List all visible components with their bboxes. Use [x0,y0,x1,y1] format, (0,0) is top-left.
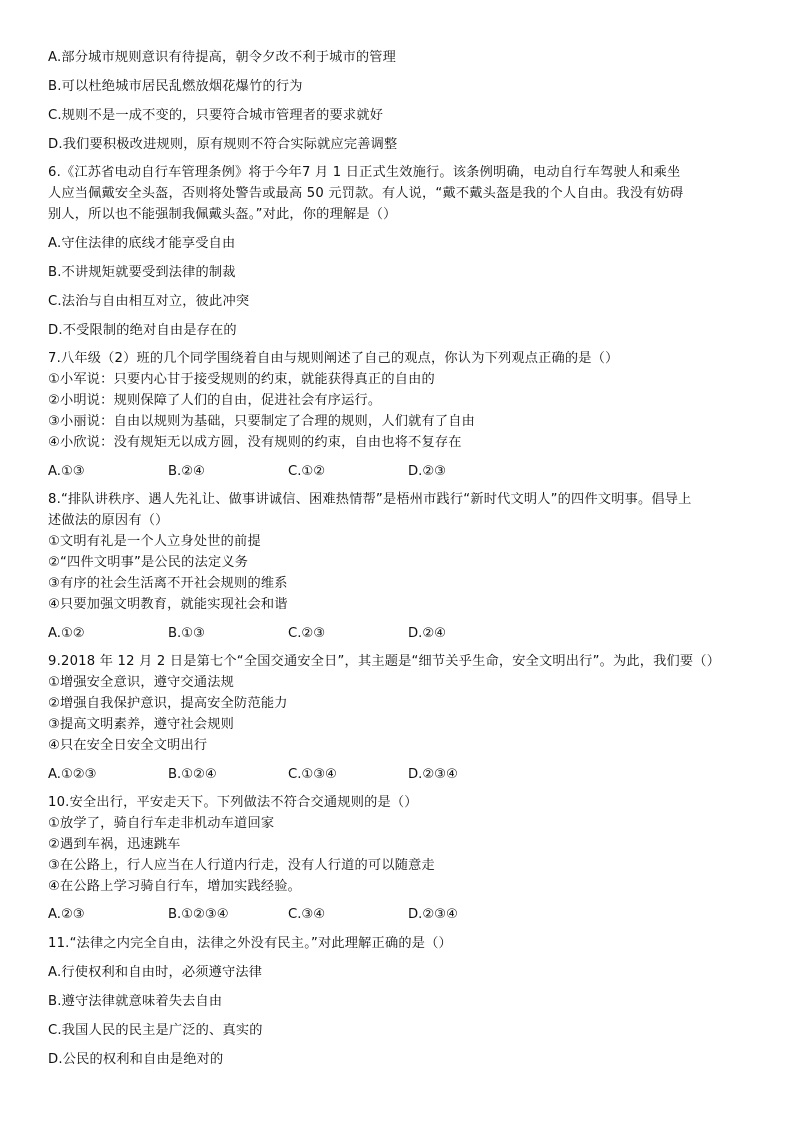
q8-option-c: C.②③ [288,626,326,641]
q9-statement-2: ②增强自我保护意识，提高安全防范能力 [48,696,288,711]
q10-stem: 10.安全出行，平安走天下。下列做法不符合交通规则的是（） [48,795,418,810]
q5-option-b: B.可以杜绝城市居民乱燃放烟花爆竹的行为 [48,79,303,94]
q8-option-b: B.①③ [168,626,205,641]
q7-statement-4: ④小欣说：没有规矩无以成方圆，没有规则的约束，自由也将不复存在 [48,435,462,450]
q11-option-b: B.遵守法律就意味着失去自由 [48,994,223,1009]
q9-option-d: D.②③④ [408,767,458,782]
q10-statement-2: ②遇到车祸，迅速跳车 [48,837,181,852]
q6-stem-line-1: 6.《江苏省电动自行车管理条例》将于今年7 月 1 日正式生效施行。该条例明确，电动自行车驾驶人和乘坐 [48,165,681,180]
q8-option-a: A.①② [48,626,85,641]
q8-stem-line-1: 8.“排队讲秩序、遇人先礼让、做事讲诚信、困难热情帮”是梧州市践行“新时代文明人”的四件文明事。倡导上 [48,492,692,507]
q7-statement-1: ①小军说：只要内心甘于接受规则的约束，就能获得真正的自由的 [48,372,435,387]
q6-stem-line-3: 别人，所以也不能强制我佩戴头盔。”对此，你的理解是（） [48,207,397,222]
q8-statement-4: ④只要加强文明教育，就能实现社会和谐 [48,597,288,612]
q8-option-d: D.②④ [408,626,446,641]
q5-option-d: D.我们要积极改进规则，原有规则不符合实际就应完善调整 [48,137,398,152]
q10-option-c: C.③④ [288,907,326,922]
q9-option-c: C.①③④ [288,767,337,782]
q5-option-c: C.规则不是一成不变的，只要符合城市管理者的要求就好 [48,108,384,123]
q8-statement-1: ①文明有礼是一个人立身处世的前提 [48,534,261,549]
q11-option-d: D.公民的权利和自由是绝对的 [48,1052,224,1067]
q10-statement-3: ③在公路上，行人应当在人行道内行走，没有人行道的可以随意走 [48,858,435,873]
q8-statement-2: ②“四件文明事”是公民的法定义务 [48,555,249,570]
q10-option-a: A.②③ [48,907,85,922]
q5-option-a: A.部分城市规则意识有待提高，朝令夕改不利于城市的管理 [48,50,397,65]
q6-option-b: B.不讲规矩就要受到法律的制裁 [48,265,236,280]
q9-option-a: A.①②③ [48,767,97,782]
q7-option-a: A.①③ [48,464,85,479]
q9-statement-3: ③提高文明素养，遵守社会规则 [48,717,235,732]
q9-statement-1: ①增强安全意识，遵守交通法规 [48,675,235,690]
q11-option-a: A.行使权利和自由时，必须遵守法律 [48,965,263,980]
q8-statement-3: ③有序的社会生活离不开社会规则的维系 [48,576,288,591]
q7-option-b: B.②④ [168,464,205,479]
q11-stem: 11.“法律之内完全自由，法律之外没有民主。”对此理解正确的是（） [48,936,452,951]
q7-option-c: C.①② [288,464,326,479]
q7-statement-2: ②小明说：规则保障了人们的自由，促进社会有序运行。 [48,393,382,408]
q6-stem-line-2: 人应当佩戴安全头盔，否则将处警告或最高 50 元罚款。有人说，“戴不戴头盔是我的个人自由。我没有妨碍 [48,186,684,201]
q6-option-c: C.法治与自由相互对立，彼此冲突 [48,294,250,309]
q7-statement-3: ③小丽说：自由以规则为基础，只要制定了合理的规则，人们就有了自由 [48,414,476,429]
q9-stem: 9.2018 年 12 月 2 日是第七个“全国交通安全日”，其主题是“细节关乎生命，安全文明出行”。为此，我们要（） [48,654,721,669]
q10-option-d: D.②③④ [408,907,458,922]
q6-option-d: D.不受限制的绝对自由是存在的 [48,323,237,338]
q6-option-a: A.守住法律的底线才能享受自由 [48,236,236,251]
q11-option-c: C.我国人民的民主是广泛的、真实的 [48,1023,263,1038]
q10-statement-1: ①放学了，骑自行车走非机动车道回家 [48,816,275,831]
q10-statement-4: ④在公路上学习骑自行车，增加实践经验。 [48,879,301,894]
q8-stem-line-2: 述做法的原因有（） [48,513,169,528]
q9-option-b: B.①②④ [168,767,217,782]
q9-statement-4: ④只在安全日安全文明出行 [48,738,208,753]
q7-stem: 7.八年级（2）班的几个同学围绕着自由与规则阐述了自己的观点，你认为下列观点正确的是（） [48,351,619,366]
q10-option-b: B.①②③④ [168,907,229,922]
q7-option-d: D.②③ [408,464,446,479]
